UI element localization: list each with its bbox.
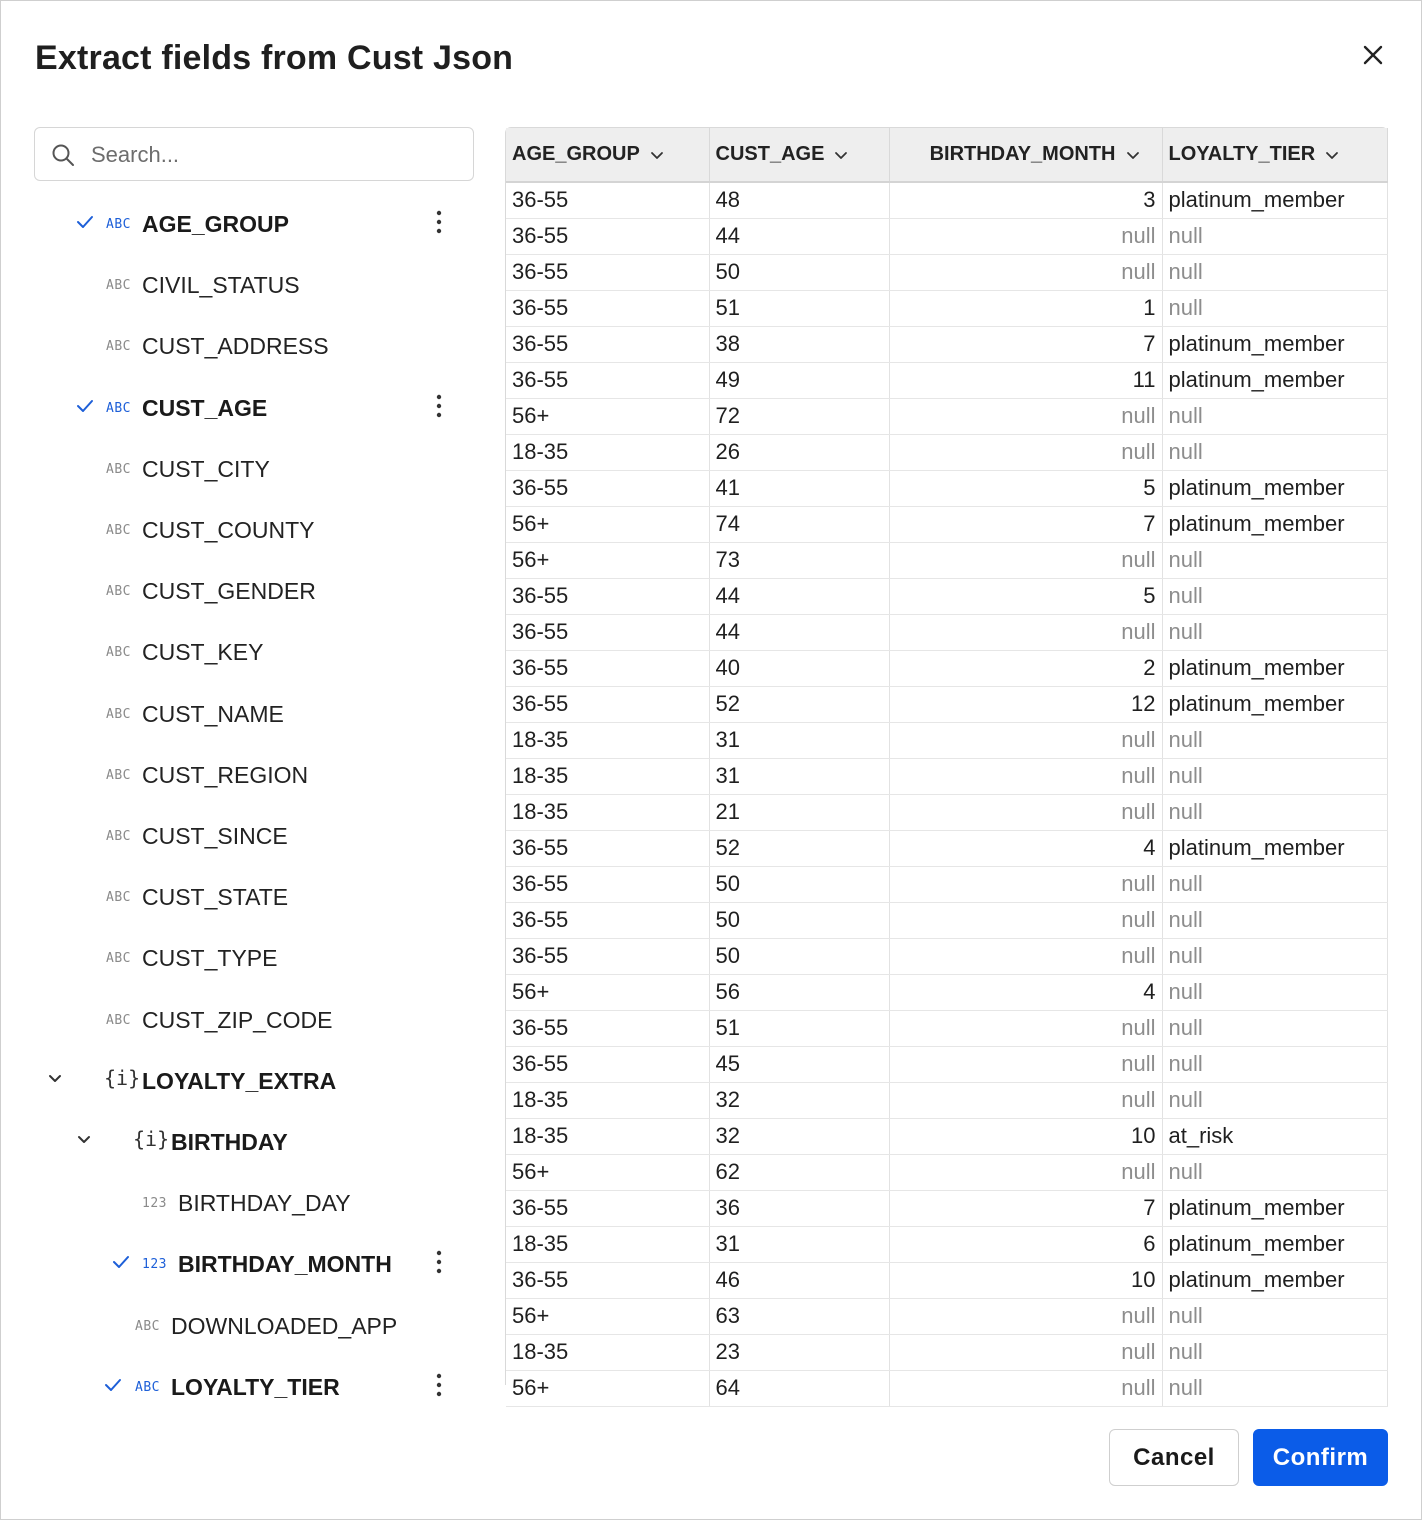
table-cell: 4 bbox=[889, 830, 1162, 866]
table-cell: 1 bbox=[889, 290, 1162, 326]
tree-item[interactable] bbox=[34, 1176, 476, 1226]
table-cell: null bbox=[1162, 254, 1387, 290]
text-type-icon: ABC bbox=[106, 829, 131, 844]
table-cell: 36-55 bbox=[506, 362, 709, 398]
check-icon bbox=[76, 398, 94, 414]
tree-item[interactable] bbox=[34, 1299, 476, 1349]
table-cell: 38 bbox=[709, 326, 889, 362]
table-cell: null bbox=[1162, 1334, 1387, 1370]
table-cell: 56+ bbox=[506, 542, 709, 578]
table-cell: 50 bbox=[709, 254, 889, 290]
table-row[interactable] bbox=[506, 902, 1387, 938]
table-cell: null bbox=[1162, 1010, 1387, 1046]
tree-item[interactable] bbox=[34, 931, 476, 981]
tree-item-label: CUST_SINCE bbox=[142, 823, 288, 849]
text-type-icon: ABC bbox=[106, 523, 131, 538]
table-cell: null bbox=[1162, 542, 1387, 578]
text-type-icon: ABC bbox=[135, 1379, 160, 1395]
table-cell: 36-55 bbox=[506, 326, 709, 362]
close-icon[interactable] bbox=[1355, 37, 1391, 73]
column-header[interactable] bbox=[889, 128, 1162, 182]
confirm-button[interactable]: Confirm bbox=[1253, 1429, 1388, 1486]
table-cell: 6 bbox=[889, 1226, 1162, 1262]
table-cell: 5 bbox=[889, 578, 1162, 614]
table-cell: null bbox=[1162, 1298, 1387, 1334]
tree-item-label: CUST_REGION bbox=[142, 761, 309, 788]
table-row[interactable] bbox=[506, 1226, 1387, 1262]
table-row[interactable] bbox=[506, 1262, 1387, 1298]
more-options-icon[interactable] bbox=[430, 393, 448, 419]
tree-item[interactable] bbox=[34, 1054, 476, 1104]
table-row[interactable] bbox=[506, 1154, 1387, 1190]
tree-item[interactable] bbox=[34, 381, 476, 431]
column-header[interactable] bbox=[1162, 128, 1387, 182]
table-cell: 36-55 bbox=[506, 1046, 709, 1082]
tree-item-label: LOYALTY_TIER bbox=[171, 1373, 340, 1400]
table-cell: 36-55 bbox=[506, 470, 709, 506]
tree-item-label: LOYALTY_EXTRA bbox=[142, 1067, 337, 1094]
table-cell: null bbox=[1162, 758, 1387, 794]
table-cell: 18-35 bbox=[506, 1118, 709, 1154]
column-header-label: AGE_GROUP bbox=[512, 143, 640, 165]
table-cell: 10 bbox=[889, 1262, 1162, 1298]
table-cell: 44 bbox=[709, 578, 889, 614]
table-cell: 36-55 bbox=[506, 866, 709, 902]
table-cell: 36-55 bbox=[506, 830, 709, 866]
text-type-icon: ABC bbox=[106, 461, 131, 477]
table-cell: 56+ bbox=[506, 974, 709, 1010]
table-cell: 18-35 bbox=[506, 1082, 709, 1118]
object-type-icon: {i} bbox=[133, 1127, 170, 1151]
tree-item-label: CUST_COUNTY bbox=[142, 517, 315, 543]
table-cell: 52 bbox=[709, 686, 889, 722]
table-cell: 44 bbox=[709, 218, 889, 254]
table-cell: 7 bbox=[889, 326, 1162, 362]
table-cell: 49 bbox=[709, 362, 889, 398]
check-icon bbox=[104, 1377, 122, 1393]
tree-item[interactable] bbox=[34, 870, 476, 920]
chevron-down-icon[interactable] bbox=[46, 1069, 64, 1087]
table-cell: null bbox=[1162, 1154, 1387, 1190]
tree-item[interactable] bbox=[34, 748, 476, 798]
table-row[interactable] bbox=[506, 506, 1387, 542]
table-cell: platinum_member bbox=[1162, 1190, 1387, 1226]
table-row[interactable] bbox=[506, 758, 1387, 794]
table-cell: 7 bbox=[889, 1190, 1162, 1226]
table-cell: 72 bbox=[709, 398, 889, 434]
table-cell: 32 bbox=[709, 1082, 889, 1118]
field-tree bbox=[34, 197, 476, 1400]
table-row[interactable] bbox=[506, 1082, 1387, 1118]
table-row[interactable] bbox=[506, 398, 1387, 434]
table-cell: null bbox=[889, 902, 1162, 938]
text-type-icon: ABC bbox=[106, 400, 131, 416]
table-cell: 2 bbox=[889, 650, 1162, 686]
text-type-icon: ABC bbox=[106, 645, 131, 661]
more-options-icon[interactable] bbox=[430, 1249, 448, 1275]
table-cell: 56+ bbox=[506, 506, 709, 542]
table-cell: 18-35 bbox=[506, 758, 709, 794]
table-cell: 40 bbox=[709, 650, 889, 686]
number-type-icon: 123 bbox=[142, 1196, 167, 1212]
table-cell: null bbox=[889, 758, 1162, 794]
table-cell: null bbox=[889, 398, 1162, 434]
table-cell: 45 bbox=[709, 1046, 889, 1082]
text-type-icon: ABC bbox=[106, 767, 131, 783]
table-cell: null bbox=[889, 434, 1162, 470]
tree-item-label: CUST_NAME bbox=[142, 700, 284, 727]
table-row[interactable] bbox=[506, 326, 1387, 362]
table-cell: 44 bbox=[709, 614, 889, 650]
tree-item-label: CUST_GENDER bbox=[142, 578, 316, 605]
table-cell: 51 bbox=[709, 290, 889, 326]
tree-item[interactable] bbox=[34, 1360, 476, 1410]
table-cell: 31 bbox=[709, 1226, 889, 1262]
table-cell: 18-35 bbox=[506, 1334, 709, 1370]
table-row[interactable] bbox=[506, 290, 1387, 326]
chevron-down-icon[interactable] bbox=[1325, 148, 1339, 162]
tree-item[interactable] bbox=[34, 197, 476, 247]
more-options-icon[interactable] bbox=[430, 1372, 448, 1398]
table-cell: 62 bbox=[709, 1154, 889, 1190]
table-cell: 18-35 bbox=[506, 1226, 709, 1262]
table-cell: null bbox=[889, 1010, 1162, 1046]
table-cell: null bbox=[889, 218, 1162, 254]
table-cell: 31 bbox=[709, 722, 889, 758]
text-type-icon: ABC bbox=[106, 706, 131, 722]
table-row[interactable] bbox=[506, 470, 1387, 506]
table-cell: platinum_member bbox=[1162, 326, 1387, 362]
table-header-row bbox=[506, 128, 1387, 182]
tree-item-label: BIRTHDAY bbox=[171, 1129, 288, 1155]
table-row[interactable] bbox=[506, 1010, 1387, 1046]
table-cell: 41 bbox=[709, 470, 889, 506]
table-row[interactable] bbox=[506, 434, 1387, 470]
check-icon bbox=[112, 1254, 130, 1270]
table-cell: 36-55 bbox=[506, 1010, 709, 1046]
table-cell: 36-55 bbox=[506, 614, 709, 650]
table-cell: 56+ bbox=[506, 1370, 709, 1406]
table-cell: null bbox=[1162, 722, 1387, 758]
text-type-icon: ABC bbox=[135, 1318, 160, 1334]
tree-item[interactable] bbox=[34, 503, 476, 553]
table-cell: 50 bbox=[709, 938, 889, 974]
check-icon bbox=[76, 214, 94, 230]
column-header[interactable] bbox=[709, 128, 889, 182]
table-cell: null bbox=[1162, 974, 1387, 1010]
tree-item-label: BIRTHDAY_DAY bbox=[178, 1190, 351, 1217]
tree-item[interactable] bbox=[34, 1237, 476, 1287]
tree-item[interactable] bbox=[34, 993, 476, 1043]
table-cell: 73 bbox=[709, 542, 889, 578]
table-cell: 56+ bbox=[506, 398, 709, 434]
table-cell: null bbox=[889, 1298, 1162, 1334]
table-cell: null bbox=[889, 1370, 1162, 1406]
table-cell: 48 bbox=[709, 182, 889, 218]
table-cell: 36-55 bbox=[506, 578, 709, 614]
table-cell: null bbox=[1162, 290, 1387, 326]
table-row[interactable] bbox=[506, 1334, 1387, 1370]
table-row[interactable] bbox=[506, 542, 1387, 578]
object-type-icon: {i} bbox=[104, 1065, 141, 1090]
table-cell: null bbox=[1162, 1082, 1387, 1118]
table-row[interactable] bbox=[506, 1046, 1387, 1082]
table-row[interactable] bbox=[506, 722, 1387, 758]
table-cell: null bbox=[889, 1334, 1162, 1370]
text-type-icon: ABC bbox=[106, 584, 131, 600]
text-type-icon: ABC bbox=[106, 951, 131, 967]
table-cell: null bbox=[1162, 902, 1387, 938]
table-cell: 10 bbox=[889, 1118, 1162, 1154]
column-header-label: LOYALTY_TIER bbox=[1168, 143, 1316, 165]
dialog-title: Extract fields from Cust Json bbox=[35, 39, 514, 77]
table-cell: null bbox=[1162, 578, 1387, 614]
table-row[interactable] bbox=[506, 866, 1387, 902]
table-cell: 18-35 bbox=[506, 722, 709, 758]
text-type-icon: ABC bbox=[106, 278, 131, 294]
table-row[interactable] bbox=[506, 218, 1387, 254]
table-cell: 36-55 bbox=[506, 1190, 709, 1226]
tree-item-label: CUST_STATE bbox=[142, 884, 289, 911]
table-cell: null bbox=[889, 866, 1162, 902]
tree-item-label: CUST_ZIP_CODE bbox=[142, 1006, 333, 1033]
table-row[interactable] bbox=[506, 794, 1387, 830]
search-box bbox=[34, 127, 474, 181]
table-cell: null bbox=[889, 794, 1162, 830]
table-cell: 36-55 bbox=[506, 650, 709, 686]
table-cell: null bbox=[889, 254, 1162, 290]
table-cell: 5 bbox=[889, 470, 1162, 506]
tree-item-label: CUST_AGE bbox=[142, 394, 268, 421]
table-row[interactable] bbox=[506, 362, 1387, 398]
search-icon bbox=[51, 143, 75, 167]
chevron-down-icon[interactable] bbox=[650, 148, 664, 162]
table-cell: 36-55 bbox=[506, 290, 709, 326]
table-row[interactable] bbox=[506, 1298, 1387, 1334]
table-cell: null bbox=[1162, 866, 1387, 902]
table-cell: 36-55 bbox=[506, 182, 709, 218]
table-cell: 52 bbox=[709, 830, 889, 866]
table-row[interactable] bbox=[506, 1190, 1387, 1226]
table-cell: 36-55 bbox=[506, 254, 709, 290]
table-row[interactable] bbox=[506, 1370, 1387, 1406]
table-cell: 11 bbox=[889, 362, 1162, 398]
tree-item[interactable] bbox=[34, 258, 476, 308]
table-row[interactable] bbox=[506, 254, 1387, 290]
column-header-label: BIRTHDAY_MONTH bbox=[929, 143, 1116, 165]
tree-item[interactable] bbox=[34, 442, 476, 492]
table-row[interactable] bbox=[506, 830, 1387, 866]
tree-item[interactable] bbox=[34, 809, 476, 859]
table-cell: platinum_member bbox=[1162, 650, 1387, 686]
table-cell: 36-55 bbox=[506, 902, 709, 938]
table-cell: platinum_member bbox=[1162, 470, 1387, 506]
table-cell: 32 bbox=[709, 1118, 889, 1154]
tree-item-label: CUST_CITY bbox=[142, 455, 270, 482]
table-cell: 7 bbox=[889, 506, 1162, 542]
table-cell: platinum_member bbox=[1162, 506, 1387, 542]
table-row[interactable] bbox=[506, 938, 1387, 974]
table-cell: 36-55 bbox=[506, 1262, 709, 1298]
table-cell: 50 bbox=[709, 866, 889, 902]
table-cell: 50 bbox=[709, 902, 889, 938]
table-cell: 4 bbox=[889, 974, 1162, 1010]
tree-item[interactable] bbox=[34, 625, 476, 675]
table-cell: 56+ bbox=[506, 1154, 709, 1190]
table-cell: 36-55 bbox=[506, 218, 709, 254]
text-type-icon: ABC bbox=[106, 890, 131, 906]
table-cell: null bbox=[1162, 398, 1387, 434]
table-cell: null bbox=[889, 1082, 1162, 1118]
table-cell: null bbox=[1162, 434, 1387, 470]
table-cell: 36-55 bbox=[506, 686, 709, 722]
chevron-down-icon[interactable] bbox=[1126, 148, 1140, 162]
table-cell: 26 bbox=[709, 434, 889, 470]
tree-item[interactable] bbox=[34, 564, 476, 614]
table-cell: platinum_member bbox=[1162, 1226, 1387, 1262]
table-cell: 74 bbox=[709, 506, 889, 542]
table-cell: 21 bbox=[709, 794, 889, 830]
table-row[interactable] bbox=[506, 182, 1387, 218]
table-cell: platinum_member bbox=[1162, 1262, 1387, 1298]
table-cell: 56 bbox=[709, 974, 889, 1010]
column-header-label: CUST_AGE bbox=[715, 143, 825, 165]
table-cell: null bbox=[889, 614, 1162, 650]
table-row[interactable] bbox=[506, 686, 1387, 722]
table-cell: 51 bbox=[709, 1010, 889, 1046]
table-cell: null bbox=[1162, 614, 1387, 650]
tree-item[interactable] bbox=[34, 687, 476, 737]
number-type-icon: 123 bbox=[142, 1257, 167, 1273]
table-row[interactable] bbox=[506, 1118, 1387, 1154]
table-cell: 56+ bbox=[506, 1298, 709, 1334]
tree-item-label: BIRTHDAY_MONTH bbox=[178, 1251, 392, 1278]
cancel-button[interactable]: Cancel bbox=[1109, 1429, 1239, 1486]
table-cell: 36-55 bbox=[506, 938, 709, 974]
table-cell: 18-35 bbox=[506, 434, 709, 470]
table-cell: 3 bbox=[889, 182, 1162, 218]
table-cell: 18-35 bbox=[506, 794, 709, 830]
table-cell: platinum_member bbox=[1162, 182, 1387, 218]
table-cell: at_risk bbox=[1162, 1118, 1387, 1154]
table-cell: 12 bbox=[889, 686, 1162, 722]
tree-item[interactable] bbox=[34, 319, 476, 369]
chevron-down-icon[interactable] bbox=[834, 148, 848, 162]
tree-item[interactable] bbox=[34, 1115, 476, 1165]
table-cell: 31 bbox=[709, 758, 889, 794]
column-header[interactable] bbox=[506, 128, 709, 182]
table-cell: 46 bbox=[709, 1262, 889, 1298]
preview-table[interactable] bbox=[505, 127, 1388, 1400]
table-cell: 36 bbox=[709, 1190, 889, 1226]
table-row[interactable] bbox=[506, 578, 1387, 614]
search-input[interactable] bbox=[89, 136, 463, 174]
tree-item-label: CUST_TYPE bbox=[142, 945, 278, 972]
table-cell: null bbox=[889, 1154, 1162, 1190]
table-cell: null bbox=[1162, 1370, 1387, 1406]
table-cell: null bbox=[889, 542, 1162, 578]
table-cell: null bbox=[1162, 794, 1387, 830]
tree-item-label: AGE_GROUP bbox=[142, 211, 289, 237]
chevron-down-icon[interactable] bbox=[75, 1130, 93, 1148]
table-row[interactable] bbox=[506, 614, 1387, 650]
table-cell: null bbox=[889, 1046, 1162, 1082]
table-row[interactable] bbox=[506, 650, 1387, 686]
table-cell: null bbox=[889, 722, 1162, 758]
text-type-icon: ABC bbox=[106, 1012, 131, 1028]
table-cell: null bbox=[889, 938, 1162, 974]
tree-item-label: CUST_ADDRESS bbox=[142, 333, 329, 360]
table-cell: platinum_member bbox=[1162, 686, 1387, 722]
tree-item-label: CIVIL_STATUS bbox=[142, 272, 300, 299]
table-row[interactable] bbox=[506, 974, 1387, 1010]
table-cell: platinum_member bbox=[1162, 830, 1387, 866]
text-type-icon: ABC bbox=[106, 339, 131, 355]
table-cell: 64 bbox=[709, 1370, 889, 1406]
text-type-icon: ABC bbox=[106, 217, 131, 232]
table-cell: 23 bbox=[709, 1334, 889, 1370]
tree-item-label: CUST_KEY bbox=[142, 639, 264, 666]
tree-item-label: DOWNLOADED_APP bbox=[171, 1312, 398, 1339]
table-cell: null bbox=[1162, 218, 1387, 254]
table-cell: 63 bbox=[709, 1298, 889, 1334]
table-cell: platinum_member bbox=[1162, 362, 1387, 398]
more-options-icon[interactable] bbox=[430, 209, 448, 235]
table-cell: null bbox=[1162, 938, 1387, 974]
table-cell: null bbox=[1162, 1046, 1387, 1082]
